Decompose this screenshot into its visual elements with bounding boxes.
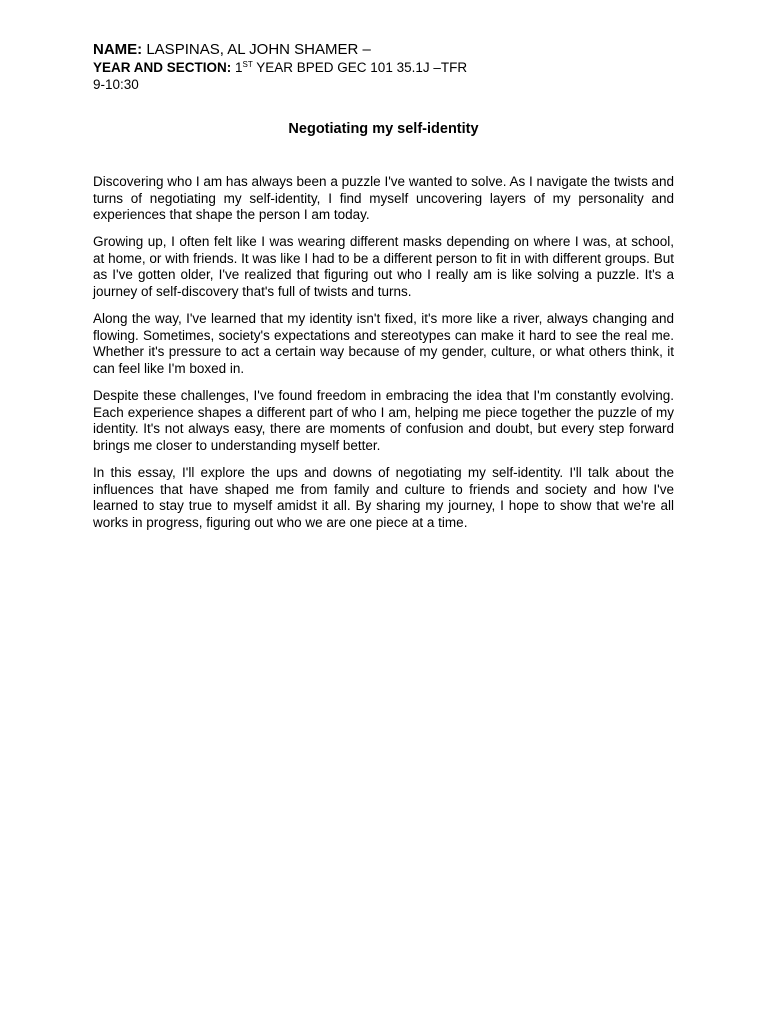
name-label: NAME:: [93, 41, 143, 58]
year-ordinal-suffix: ST: [242, 60, 253, 69]
student-name-line: [93, 40, 674, 60]
name-value: LASPINAS, AL JOHN SHAMER –: [142, 41, 371, 58]
essay-paragraph: In this essay, I'll explore the ups and downs of negotiating my self-identity. I'll talk about the influences that have shaped me from family and culture to friends and society and how I've learned to stay true to myself amidst it all. By sharing my journey, I hope to show that we're all works in progress, figuring out who we are one piece at a time.: [93, 464, 674, 530]
essay-paragraph: Discovering who I am has always been a puzzle I've wanted to solve. As I navigate the twists and turns of negotiating my self-identity, I find myself uncovering layers of my personality and experiences that shape the person I am today.: [93, 174, 674, 223]
document-page: [93, 40, 674, 542]
essay-paragraph: Along the way, I've learned that my identity isn't fixed, it's more like a river, always changing and flowing. Sometimes, society's expectations and stereotypes can make it hard to see the real me. Whether it's pressure to act a certain way because of my gender, culture, or what others think, it can feel like I'm boxed in.: [93, 311, 674, 376]
year-section-value: YEAR BPED GEC 101 35.1J –TFR: [252, 60, 468, 75]
essay-paragraph: Despite these challenges, I've found freedom in embracing the idea that I'm constantly evolving. Each experience shapes a different part of who I am, helping me piece together the puzzle of my identity. It's not always easy, there are moments of confusion and doubt, but every step forward brings me closer to understanding myself better.: [93, 388, 674, 453]
year-section-label: YEAR AND SECTION:: [93, 60, 232, 75]
class-time: 9-10:30: [93, 77, 139, 92]
year-number: 1: [231, 60, 243, 75]
essay-paragraph: Growing up, I often felt like I was wearing different masks depending on where I was, at school, at home, or with friends. It was like I had to be a different person to fit in with different groups. But as I've gotten older, I've realized that figuring out who I really am is like solving a puzzle. It's a journey of self-discovery that's full of twists and turns.: [93, 234, 674, 300]
essay-title: Negotiating my self-identity: [288, 121, 479, 137]
essay-body: [93, 174, 674, 531]
year-section-line: [93, 60, 674, 76]
